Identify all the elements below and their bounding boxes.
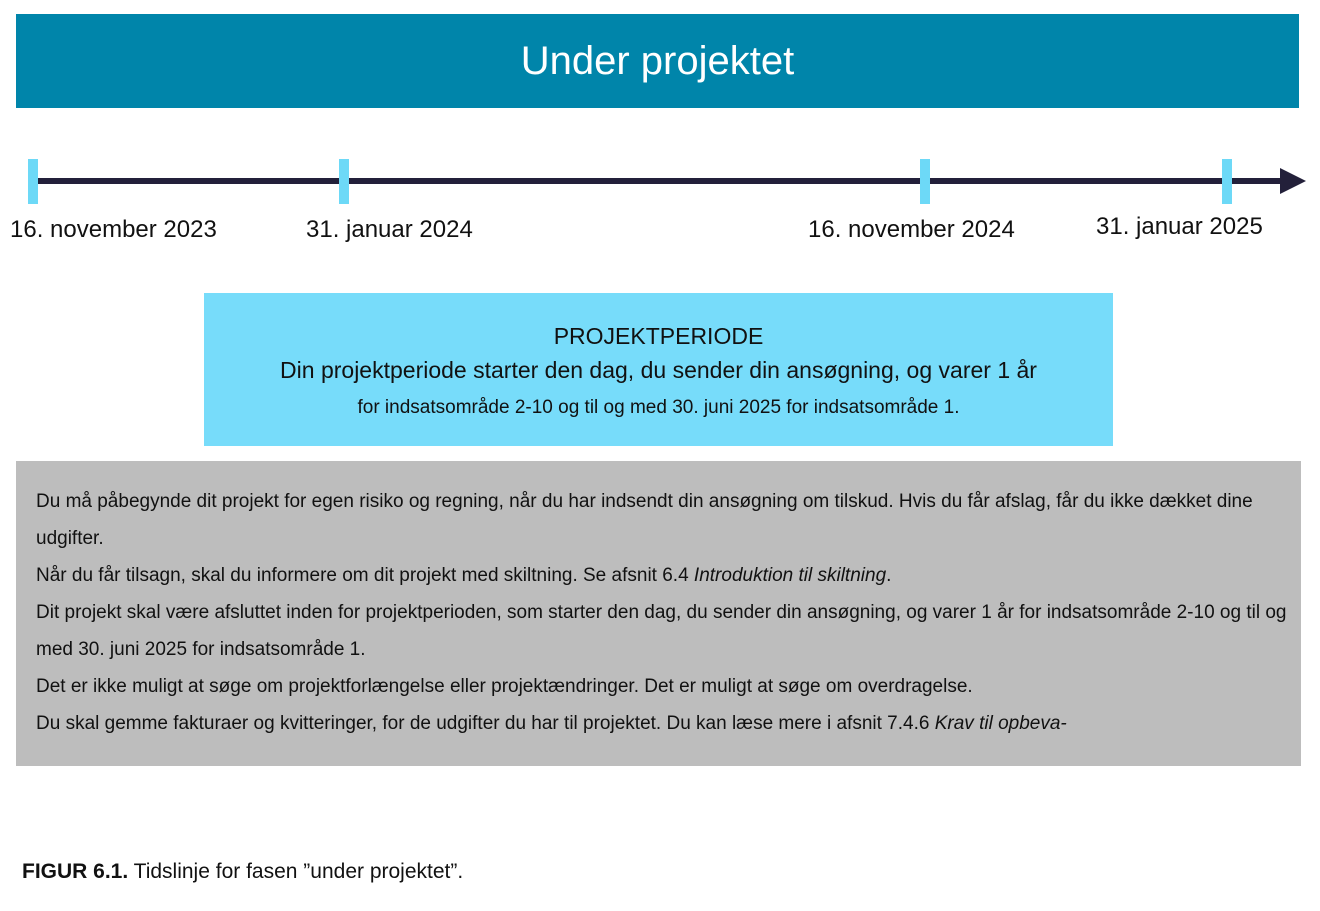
header-title: Under projektet bbox=[520, 38, 795, 83]
timeline-tick-3 bbox=[920, 159, 930, 204]
note-paragraph: Du må påbegynde dit projekt for egen risiko og regning, når du har indsendt din ansøgning om tilskud. Hvis du får afslag, får du ikke dækket dine udgifter. bbox=[36, 491, 1253, 549]
timeline-date-2: 31. januar 2024 bbox=[306, 216, 473, 243]
timeline-tick-2 bbox=[339, 159, 349, 204]
note-paragraph bbox=[36, 557, 1291, 594]
note-reference: Krav til opbeva- bbox=[934, 713, 1067, 734]
note-paragraph bbox=[36, 705, 1291, 742]
note-reference: Introduktion til skiltning bbox=[693, 565, 887, 586]
period-description: Din projektperiode starter den dag, du sender din ansøgning, og varer 1 år bbox=[280, 357, 1037, 383]
header-banner bbox=[16, 14, 1299, 108]
timeline-date-1: 16. november 2023 bbox=[10, 216, 217, 243]
figure-caption bbox=[22, 860, 463, 884]
period-description-detail: for indsatsområde 2-10 og til og med 30. juni 2025 for indsatsområde 1. bbox=[357, 397, 960, 418]
note-paragraph: Dit projekt skal være afsluttet inden for projektperioden, som starter den dag, du sender din ansøgning, og varer 1 år for indsatsområde 2-10 og til og med 30. juni 2025 for indsatsområde 1. bbox=[36, 602, 1287, 660]
timeline-tick-4 bbox=[1222, 159, 1232, 204]
period-title: PROJEKTPERIODE bbox=[553, 323, 764, 349]
caption-text: Tidslinje for fasen ”under projektet”. bbox=[128, 860, 464, 883]
caption-label: FIGUR 6.1. bbox=[22, 860, 129, 883]
timeline-line bbox=[33, 178, 1283, 184]
notes-box bbox=[16, 461, 1301, 766]
timeline-arrow-icon bbox=[1280, 168, 1306, 194]
timeline-date-4: 31. januar 2025 bbox=[1096, 213, 1263, 240]
timeline-tick-1 bbox=[28, 159, 38, 204]
note-text: Du skal gemme fakturaer og kvitteringer, for de udgifter du har til projektet. Du kan læse mere i afsnit 7.4.6 bbox=[36, 713, 935, 734]
project-period-box bbox=[204, 293, 1113, 446]
note-text: . bbox=[886, 565, 892, 586]
note-paragraph: Det er ikke muligt at søge om projektforlængelse eller projektændringer. Det er muligt at søge om overdragelse. bbox=[36, 676, 973, 697]
note-text: Når du får tilsagn, skal du informere om dit projekt med skiltning. Se afsnit 6.4 bbox=[36, 565, 694, 586]
timeline-date-3: 16. november 2024 bbox=[808, 216, 1015, 243]
